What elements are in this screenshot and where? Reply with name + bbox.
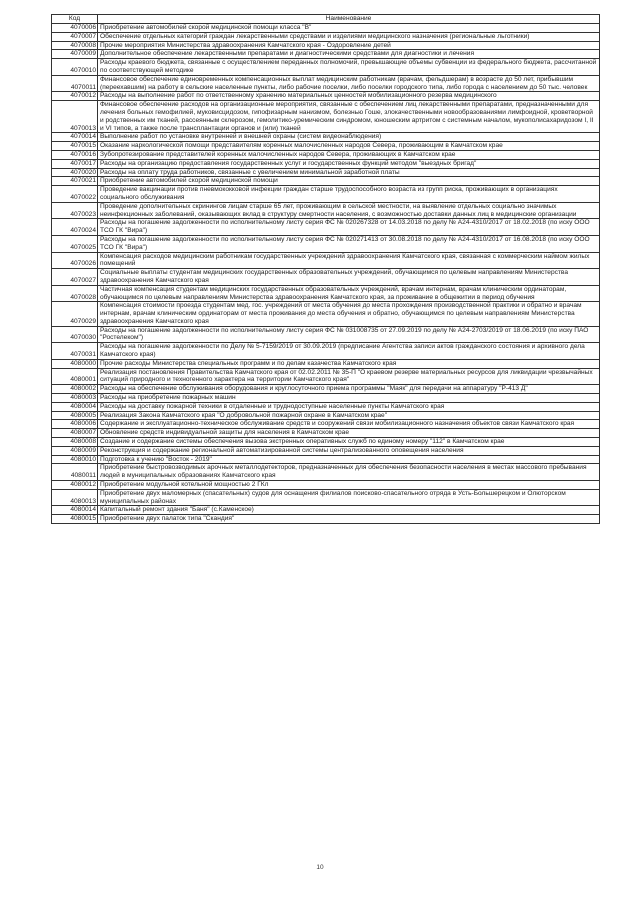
table-row (52, 446, 600, 455)
row-code: 4070015 (52, 142, 98, 151)
table-row (52, 385, 600, 394)
row-name: Проведение дополнительных скринингов лицам старше 65 лет, проживающим в сельской местности, на выявление отдельных социально значимых неинфекционных заболеваний, оказывающих вклад в структуру смертности населения, с возможностью доставки данных лиц в медицинские организации (98, 202, 600, 219)
row-name: Приобретение быстровозводимых арочных металлодетекторов, предназначенных для обеспечения безопасности населения в местах массового пребывания людей в муниципальных образованиях Камчатского края (98, 464, 600, 481)
row-name: Приобретение двух маломерных (спасательных) судов для оснащения филиалов поисково-спасательного отряда в Усть-Большерецком и Олюторском муниципальных районах (98, 489, 600, 506)
row-code: 4080005 (52, 411, 98, 420)
row-name: Прочие мероприятия Министерства здравоохранения Камчатского края - Оздоровление детей (98, 41, 600, 50)
table-row (52, 159, 600, 168)
row-code: 4080008 (52, 438, 98, 447)
row-code: 4070011 (52, 75, 98, 92)
table-row (52, 368, 600, 385)
row-code: 4070017 (52, 159, 98, 168)
row-code: 4080001 (52, 368, 98, 385)
row-name: Создание и содержание системы обеспечения вызова экстренных оперативных служб по единому номеру "112" в Камчатском крае (98, 438, 600, 447)
table-row (52, 92, 600, 101)
table-row (52, 133, 600, 142)
row-code: 4070012 (52, 92, 98, 101)
row-code: 4070006 (52, 24, 98, 33)
row-name: Расходы на доставку пожарной техники в отдаленные и труднодоступные населенные пункты Камчатского края (98, 402, 600, 411)
row-name: Приобретение двух палаток типа "Скандия" (98, 515, 600, 524)
table-row (52, 402, 600, 411)
table-row (52, 429, 600, 438)
table-row (52, 411, 600, 420)
row-name: Прочие расходы Министерства специальных программ и по делам казачества Камчатского края (98, 359, 600, 368)
row-name: Финансовое обеспечение единовременных компенсационных выплат медицинским работникам (врачам, фельдшерам) в возрасте до 50 лет, прибывшим (переехавшим) на работу в сельские населенные пункты, либо рабочие поселки, либо поселки городского типа, либо города с населением до 50 тыс. человек (98, 75, 600, 92)
table-row (52, 359, 600, 368)
table-row (52, 75, 600, 92)
table-row (52, 326, 600, 343)
row-name: Приобретение автомобилей скорой медицинской помощи (98, 177, 600, 186)
table-row (52, 32, 600, 41)
table-row (52, 168, 600, 177)
table-row (52, 24, 600, 33)
row-code: 4070026 (52, 252, 98, 269)
table-row (52, 235, 600, 252)
table-row (52, 302, 600, 326)
row-code: 4080006 (52, 420, 98, 429)
row-code: 4080012 (52, 481, 98, 490)
row-code: 4070021 (52, 177, 98, 186)
row-name: Расходы на погашение задолженности по исполнительному листу серия ФС № 031008735 от 27.09.2019 по делу № А24-2703/2019 от 18.06.2019 (по иску ПАО "Ростелеком") (98, 326, 600, 343)
table-row (52, 438, 600, 447)
row-code: 4080004 (52, 402, 98, 411)
row-code: 4070014 (52, 133, 98, 142)
table-row (52, 269, 600, 286)
row-code: 4070023 (52, 202, 98, 219)
table-row (52, 506, 600, 515)
page-number: 10 (316, 864, 324, 871)
row-name: Реализация Закона Камчатского края "О добровольной пожарной охране в Камчатском крае" (98, 411, 600, 420)
row-code: 4070022 (52, 186, 98, 203)
row-name: Расходы на организацию предоставления государственных услуг и государственных функций методом "выездных бригад" (98, 159, 600, 168)
table-body (52, 24, 600, 524)
table-row (52, 481, 600, 490)
row-code: 4080011 (52, 464, 98, 481)
row-name: Дополнительное обеспечение лекарственными препаратами и диагностическими средствами для диагностики и лечения (98, 50, 600, 59)
row-name: Оказание наркологической помощи представителям коренных малочисленных народов Севера, проживающим в Камчатском крае (98, 142, 600, 151)
row-name: Финансовое обеспечение расходов на организационные мероприятия, связанные с обеспечением лиц лекарственными препаратами, предназначенными для лечения больных гемофилией, муковисцидозом, гипофизарным нанизмом, болезнью Гоше, злокачественными новообразованиями лимфоидной, кроветворной и родственных им тканей, рассеянным склерозом, гемолитико-уремическим синдромом, юношеским артритом с системным началом, мукополисахаридозом I, II и VI типов, а также после трансплантации органов и (или) тканей (98, 101, 600, 133)
row-code: 4070010 (52, 59, 98, 76)
row-code: 4070020 (52, 168, 98, 177)
row-name: Расходы на обеспечение обслуживания оборудования и круглосуточного приема программы "Маяк" для передачи на аппаратуру "Р-413 Д" (98, 385, 600, 394)
table-row (52, 285, 600, 302)
row-name: Социальные выплаты студентам медицинских государственных образовательных учреждений, обучающимся по целевым направлениям Министерства здравоохранения Камчатского края (98, 269, 600, 286)
row-code: 4080010 (52, 455, 98, 464)
row-code: 4080015 (52, 515, 98, 524)
column-header-code: Код (52, 15, 98, 24)
table-row (52, 489, 600, 506)
budget-codes-sheet (51, 14, 599, 524)
row-name: Проведение вакцинации против пневмококковой инфекции граждан старше трудоспособного возраста из групп риска, проживающих в организациях социального обслуживания (98, 186, 600, 203)
row-code: 4080003 (52, 394, 98, 403)
row-name: Частичная компенсация студентам медицинских государственных образовательных учреждений, врачам интернам, врачам клиническим ординаторам, обучающимся по целевым направлениям Министерства здравоохранения Камчатского края, за проживание в общежитии в период обучения (98, 285, 600, 302)
row-code: 4070007 (52, 32, 98, 41)
row-name: Капитальный ремонт здания "Баня" (с.Каменское) (98, 506, 600, 515)
row-name: Расходы краевого бюджета, связанные с осуществлением переданных полномочий, превышающие объемы субвенции из федерального бюджета, рассчитанной по соответствующей методике (98, 59, 600, 76)
table-row (52, 515, 600, 524)
column-header-name: Наименование (98, 15, 600, 24)
table-row (52, 41, 600, 50)
table-row (52, 142, 600, 151)
row-name: Подготовка к учению "Восток - 2019" (98, 455, 600, 464)
row-code: 4070028 (52, 285, 98, 302)
row-code: 4080007 (52, 429, 98, 438)
table-row (52, 150, 600, 159)
table-row (52, 59, 600, 76)
table-row (52, 252, 600, 269)
table-row (52, 186, 600, 203)
table-row (52, 50, 600, 59)
table-header-row (52, 15, 600, 24)
table-row (52, 464, 600, 481)
table-row (52, 177, 600, 186)
row-name: Расходы на погашение задолженности по Делу № 5-7159/2019 от 30.09.2019 (предписание Агентства записи актов гражданского состояния и архивного дела Камчатского края) (98, 343, 600, 360)
row-code: 4070027 (52, 269, 98, 286)
table-row (52, 202, 600, 219)
table-row (52, 455, 600, 464)
row-code: 4070029 (52, 302, 98, 326)
row-name: Расходы на погашение задолженности по исполнительному листу серия ФС № 020267328 от 14.03.2018 по делу № А24-4310/2017 от 18.02.2018 (по иску ООО ТСО ГК "Вира") (98, 219, 600, 236)
row-name: Приобретение автомобилей скорой медицинской помощи класса "В" (98, 24, 600, 33)
row-code: 4070031 (52, 343, 98, 360)
row-name: Компенсация стоимости проезда студентам мед. гос. учреждений от места обучения до места прохождения производственной практики и обратно и врачам интернам, врачам клиническим ординаторам от места проживания до места обучения и обратно, обучающимся по целевым направлениям Министерства здравоохранения Камчатского края (98, 302, 600, 326)
budget-codes-table (51, 14, 600, 524)
row-name: Компенсация расходов медицинским работникам государственных учреждений здравоохранения Камчатского края, связанная с коммерческим наймом жилых помещений (98, 252, 600, 269)
table-row (52, 101, 600, 133)
row-code: 4080009 (52, 446, 98, 455)
row-code: 4070025 (52, 235, 98, 252)
table-row (52, 420, 600, 429)
table-row (52, 394, 600, 403)
row-code: 4080002 (52, 385, 98, 394)
row-code: 4080013 (52, 489, 98, 506)
row-name: Реконструкция и содержание региональной автоматизированной системы централизованного оповещения населения (98, 446, 600, 455)
row-name: Выполнение работ по установке внутренней и внешней охраны (систем видеонаблюдения) (98, 133, 600, 142)
row-name: Приобретение модульной котельной мощностью 2 ГКл (98, 481, 600, 490)
row-code: 4070030 (52, 326, 98, 343)
row-name: Содержание и эксплуатационно-техническое обслуживание средств и сооружений связи мобилизационного назначения объектов связи Камчатского края (98, 420, 600, 429)
row-name: Обеспечение отдельных категорий граждан лекарственными средствами и изделиями медицинского назначения (региональные льготники) (98, 32, 600, 41)
row-code: 4080014 (52, 506, 98, 515)
row-name: Расходы на выполнение работ по ответственному хранению материальных ценностей мобилизационного резерва медицинского (98, 92, 600, 101)
row-name: Зубопротезирование представителей коренных малочисленных народов Севера, проживающих в Камчатском крае (98, 150, 600, 159)
row-code: 4070016 (52, 150, 98, 159)
row-code: 4070009 (52, 50, 98, 59)
table-row (52, 219, 600, 236)
row-name: Расходы на погашение задолженности по исполнительному листу серия ФС № 020271413 от 30.08.2018 по делу № А24-4310/2017 от 16.08.2018 (по иску ООО ТСО ГК "Вира") (98, 235, 600, 252)
row-code: 4070013 (52, 101, 98, 133)
table-row (52, 343, 600, 360)
row-name: Реализация постановления Правительства Камчатского края от 02.02.2011 № 35-П "О краевом резерве материальных ресурсов для ликвидации чрезвычайных ситуаций природного и техногенного характера на территории Камчатского края" (98, 368, 600, 385)
row-code: 4070008 (52, 41, 98, 50)
row-code: 4080000 (52, 359, 98, 368)
row-code: 4070024 (52, 219, 98, 236)
row-name: Расходы на приобретение пожарных машин (98, 394, 600, 403)
row-name: Обновление средств индивидуальной защиты для населения в Камчатском крае (98, 429, 600, 438)
row-name: Расходы на оплату труда работников, связанные с увеличением минимальной заработной платы (98, 168, 600, 177)
